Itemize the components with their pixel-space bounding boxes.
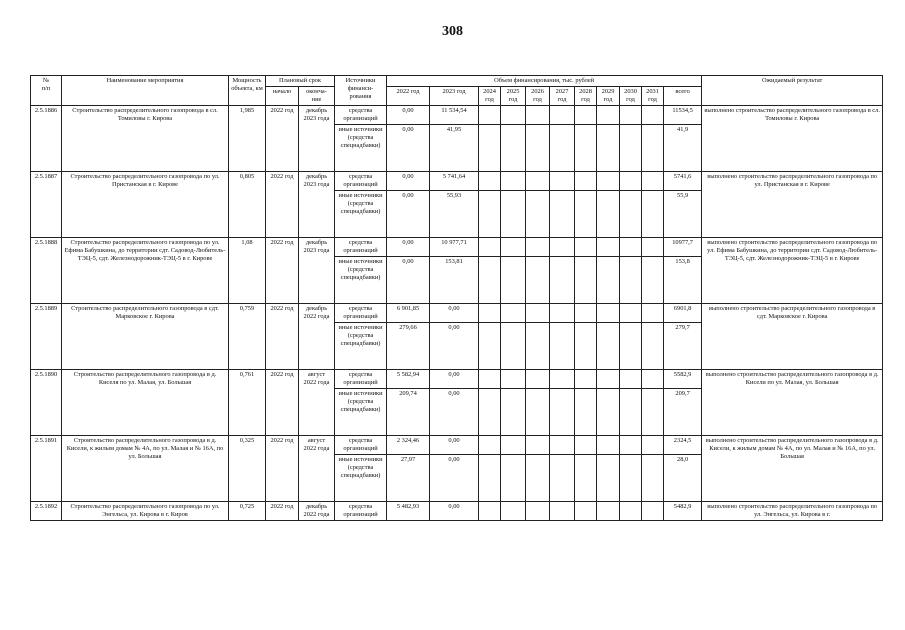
header-year: 2030 год xyxy=(620,87,642,106)
row-value-empty xyxy=(575,389,597,436)
row-value-empty xyxy=(620,191,642,238)
row-value-empty xyxy=(526,125,550,172)
row-value-2023: 0,00 xyxy=(430,436,479,455)
header-year: 2025 год xyxy=(501,87,526,106)
row-value-2022: 0,00 xyxy=(387,257,430,304)
row-total: 5741,6 xyxy=(664,172,702,191)
row-total: 41,9 xyxy=(664,125,702,172)
header-year: 2027 год xyxy=(550,87,575,106)
row-value-empty xyxy=(501,106,526,125)
row-value-empty xyxy=(575,436,597,455)
row-value-2022: 27,97 xyxy=(387,455,430,502)
row-value-empty xyxy=(479,389,501,436)
row-total: 153,8 xyxy=(664,257,702,304)
row-value-2023: 5 741,64 xyxy=(430,172,479,191)
page-number: 308 xyxy=(442,24,463,39)
row-value-empty xyxy=(642,323,664,370)
header-planned-period: Плановый срок xyxy=(266,76,335,87)
row-value-empty xyxy=(642,304,664,323)
row-name: Строительство распределительного газопровода в д. Киселя по ул. Малая, ул. Большая xyxy=(62,370,229,436)
row-total: 5582,9 xyxy=(664,370,702,389)
row-value-empty xyxy=(597,304,620,323)
row-source: средства организаций xyxy=(335,304,387,323)
row-value-empty xyxy=(526,455,550,502)
row-value-empty xyxy=(620,304,642,323)
row-capacity: 1,08 xyxy=(229,238,266,304)
row-source: иные источники (средства спецнадбавки) xyxy=(335,257,387,304)
row-source: средства организаций xyxy=(335,238,387,257)
row-value-empty xyxy=(501,323,526,370)
row-start: 2022 год xyxy=(266,436,299,502)
header-result: Ожидаемый результат xyxy=(702,76,883,106)
row-value-empty xyxy=(550,455,575,502)
row-value-empty xyxy=(501,257,526,304)
row-value-empty xyxy=(479,455,501,502)
row-value-empty xyxy=(501,389,526,436)
row-value-empty xyxy=(642,238,664,257)
row-value-2022: 6 901,85 xyxy=(387,304,430,323)
header-funding-volume: Объем финансирования, тыс. рублей xyxy=(387,76,702,87)
row-value-2023: 41,95 xyxy=(430,125,479,172)
row-name: Строительство распределительного газопровода в сл. Томиловы г. Кирова xyxy=(62,106,229,172)
row-name: Строительство распределительного газопровода по ул. Энгельса, ул. Кирова в г. Киров xyxy=(62,502,229,521)
row-end: декабрь 2022 года xyxy=(299,502,335,521)
row-value-empty xyxy=(479,370,501,389)
row-value-empty xyxy=(526,436,550,455)
header-year: 2024 год xyxy=(479,87,501,106)
row-value-2023: 0,00 xyxy=(430,304,479,323)
row-value-empty xyxy=(526,502,550,521)
row-value-2023: 0,00 xyxy=(430,323,479,370)
row-capacity: 1,985 xyxy=(229,106,266,172)
row-capacity: 0,761 xyxy=(229,370,266,436)
row-value-empty xyxy=(479,191,501,238)
row-value-2022: 209,74 xyxy=(387,389,430,436)
row-value-empty xyxy=(620,455,642,502)
row-capacity: 0,725 xyxy=(229,502,266,521)
row-source: иные источники (средства спецнадбавки) xyxy=(335,389,387,436)
header-num: № п/п xyxy=(31,76,62,106)
row-start: 2022 год xyxy=(266,304,299,370)
row-value-empty xyxy=(575,238,597,257)
row-result: выполнено строительство распределительного газопровода в сдт. Марковское г. Кирова xyxy=(702,304,883,370)
row-value-2022: 0,00 xyxy=(387,191,430,238)
row-value-empty xyxy=(501,125,526,172)
row-value-empty xyxy=(597,125,620,172)
row-value-empty xyxy=(550,238,575,257)
row-value-2023: 0,00 xyxy=(430,502,479,521)
row-value-empty xyxy=(597,172,620,191)
row-value-empty xyxy=(620,172,642,191)
row-source: средства организаций xyxy=(335,502,387,521)
table-row xyxy=(31,436,883,455)
row-start: 2022 год xyxy=(266,502,299,521)
row-value-empty xyxy=(642,502,664,521)
row-value-2022: 5 582,94 xyxy=(387,370,430,389)
row-value-empty xyxy=(479,323,501,370)
table-row xyxy=(31,238,883,257)
row-result: выполнено строительство распределительного газопровода в сл. Томиловы г. Кирова xyxy=(702,106,883,172)
row-name: Строительство распределительного газопровода по ул. Пристанская в г. Кирове xyxy=(62,172,229,238)
row-value-empty xyxy=(642,257,664,304)
row-value-empty xyxy=(642,172,664,191)
row-value-2023: 11 534,54 xyxy=(430,106,479,125)
row-result: выполнено строительство распределительного газопровода в д. Кисели, к жилым домам № 4А, по ул. Малая и № 16А, по ул. Большая xyxy=(702,436,883,502)
header-year: 2022 год xyxy=(387,87,430,106)
row-value-empty xyxy=(597,191,620,238)
row-total: 2324,5 xyxy=(664,436,702,455)
header-sources: Источники финанси- рования xyxy=(335,76,387,106)
table-body xyxy=(31,106,883,521)
row-total: 11534,5 xyxy=(664,106,702,125)
row-value-2023: 55,93 xyxy=(430,191,479,238)
row-value-empty xyxy=(620,257,642,304)
row-value-empty xyxy=(575,323,597,370)
row-value-empty xyxy=(642,389,664,436)
row-total: 28,0 xyxy=(664,455,702,502)
row-value-empty xyxy=(479,257,501,304)
row-value-empty xyxy=(620,238,642,257)
row-num: 2.5.1892 xyxy=(31,502,62,521)
header-capacity: Мощность объекта, км xyxy=(229,76,266,106)
row-value-empty xyxy=(575,257,597,304)
row-value-empty xyxy=(479,304,501,323)
header-year: 2026 год xyxy=(526,87,550,106)
row-value-empty xyxy=(550,389,575,436)
row-start: 2022 год xyxy=(266,106,299,172)
row-value-empty xyxy=(550,502,575,521)
row-value-empty xyxy=(550,191,575,238)
row-num: 2.5.1888 xyxy=(31,238,62,304)
row-num: 2.5.1891 xyxy=(31,436,62,502)
row-value-empty xyxy=(501,304,526,323)
row-value-empty xyxy=(479,436,501,455)
row-value-empty xyxy=(526,304,550,323)
row-value-empty xyxy=(479,238,501,257)
row-value-empty xyxy=(526,389,550,436)
row-value-empty xyxy=(479,106,501,125)
row-capacity: 0,325 xyxy=(229,436,266,502)
row-value-empty xyxy=(575,125,597,172)
row-end: август 2022 года xyxy=(299,436,335,502)
row-value-empty xyxy=(597,238,620,257)
row-source: средства организаций xyxy=(335,106,387,125)
row-source: иные источники (средства спецнадбавки) xyxy=(335,455,387,502)
row-value-empty xyxy=(620,106,642,125)
row-value-empty xyxy=(575,370,597,389)
row-value-empty xyxy=(597,257,620,304)
row-name: Строительство распределительного газопровода в сдт. Марковское г. Кирова xyxy=(62,304,229,370)
row-total: 209,7 xyxy=(664,389,702,436)
row-result: выполнено строительство распределительного газопровода по ул. Энгельса, ул. Кирова в г. xyxy=(702,502,883,521)
row-value-2022: 5 482,93 xyxy=(387,502,430,521)
row-value-empty xyxy=(479,502,501,521)
row-result: выполнено строительство распределительного газопровода по ул. Пристанская в г. Кирове xyxy=(702,172,883,238)
row-value-2023: 0,00 xyxy=(430,370,479,389)
row-value-empty xyxy=(550,172,575,191)
row-value-empty xyxy=(550,370,575,389)
row-total: 55,9 xyxy=(664,191,702,238)
row-value-empty xyxy=(550,106,575,125)
row-value-empty xyxy=(501,436,526,455)
row-value-empty xyxy=(597,370,620,389)
row-source: иные источники (средства спецнадбавки) xyxy=(335,323,387,370)
row-source: средства организаций xyxy=(335,172,387,191)
row-total: 279,7 xyxy=(664,323,702,370)
row-value-empty xyxy=(620,436,642,455)
row-value-2023: 10 977,71 xyxy=(430,238,479,257)
header-total: всего xyxy=(664,87,702,106)
row-source: иные источники (средства спецнадбавки) xyxy=(335,191,387,238)
row-value-empty xyxy=(526,257,550,304)
row-value-empty xyxy=(550,304,575,323)
row-result: выполнено строительство распределительного газопровода в д. Кисели по ул. Малая, ул. Большая xyxy=(702,370,883,436)
row-value-empty xyxy=(642,436,664,455)
row-value-empty xyxy=(642,370,664,389)
table-header xyxy=(31,76,883,106)
table-row xyxy=(31,106,883,125)
row-value-empty xyxy=(620,323,642,370)
row-value-2023: 0,00 xyxy=(430,389,479,436)
row-value-empty xyxy=(642,191,664,238)
row-value-empty xyxy=(501,238,526,257)
row-num: 2.5.1887 xyxy=(31,172,62,238)
row-value-empty xyxy=(550,257,575,304)
row-value-2022: 0,00 xyxy=(387,238,430,257)
row-value-empty xyxy=(597,455,620,502)
row-value-empty xyxy=(550,436,575,455)
row-source: средства организаций xyxy=(335,436,387,455)
row-start: 2022 год xyxy=(266,172,299,238)
row-value-empty xyxy=(642,455,664,502)
row-value-2022: 2 324,46 xyxy=(387,436,430,455)
row-end: декабрь 2023 года xyxy=(299,172,335,238)
row-value-empty xyxy=(575,455,597,502)
row-source: средства организаций xyxy=(335,370,387,389)
row-value-2022: 0,00 xyxy=(387,125,430,172)
row-value-empty xyxy=(597,323,620,370)
row-value-empty xyxy=(501,172,526,191)
row-end: декабрь 2023 года xyxy=(299,106,335,172)
row-name: Строительство распределительного газопровода по ул. Ефима Бабушкина, до территории сдт. Садовод-Любитель-ТЭЦ-5, сдт. Железнодорожник-ТЭЦ-5 в г. Кирове xyxy=(62,238,229,304)
row-value-empty xyxy=(642,125,664,172)
row-value-empty xyxy=(620,370,642,389)
header-start: начало xyxy=(266,87,299,106)
row-value-empty xyxy=(526,172,550,191)
row-total: 5482,9 xyxy=(664,502,702,521)
row-source: иные источники (средства спецнадбавки) xyxy=(335,125,387,172)
row-start: 2022 год xyxy=(266,370,299,436)
row-total: 10977,7 xyxy=(664,238,702,257)
row-value-empty xyxy=(550,323,575,370)
row-value-empty xyxy=(575,106,597,125)
row-value-2023: 0,00 xyxy=(430,455,479,502)
row-value-empty xyxy=(501,502,526,521)
header-year: 2028 год xyxy=(575,87,597,106)
header-end: оконча- ние xyxy=(299,87,335,106)
table-row xyxy=(31,172,883,191)
row-value-empty xyxy=(575,191,597,238)
row-num: 2.5.1890 xyxy=(31,370,62,436)
row-value-empty xyxy=(597,436,620,455)
header-year: 2029 год xyxy=(597,87,620,106)
row-value-empty xyxy=(597,502,620,521)
row-value-empty xyxy=(620,125,642,172)
row-value-empty xyxy=(642,106,664,125)
funding-table xyxy=(30,75,883,521)
row-value-empty xyxy=(501,191,526,238)
row-name: Строительство распределительного газопровода в д. Кисели, к жилым домам № 4А, по ул. Малая и № 16А, по ул. Большая xyxy=(62,436,229,502)
row-value-empty xyxy=(501,370,526,389)
row-total: 6901,8 xyxy=(664,304,702,323)
row-value-empty xyxy=(479,172,501,191)
row-value-2023: 153,81 xyxy=(430,257,479,304)
row-num: 2.5.1889 xyxy=(31,304,62,370)
header-year: 2031 год xyxy=(642,87,664,106)
row-value-empty xyxy=(575,502,597,521)
row-value-2022: 279,66 xyxy=(387,323,430,370)
row-value-empty xyxy=(526,323,550,370)
row-capacity: 0,805 xyxy=(229,172,266,238)
row-start: 2022 год xyxy=(266,238,299,304)
row-value-2022: 0,00 xyxy=(387,172,430,191)
table-row xyxy=(31,502,883,521)
row-end: декабрь 2022 года xyxy=(299,304,335,370)
row-end: декабрь 2023 года xyxy=(299,238,335,304)
header-year: 2023 год xyxy=(430,87,479,106)
row-value-empty xyxy=(597,106,620,125)
row-value-empty xyxy=(620,502,642,521)
row-value-empty xyxy=(526,191,550,238)
header-name: Наименование мероприятия xyxy=(62,76,229,106)
row-value-empty xyxy=(597,389,620,436)
row-value-2022: 0,00 xyxy=(387,106,430,125)
row-value-empty xyxy=(526,238,550,257)
row-value-empty xyxy=(620,389,642,436)
row-end: август 2022 года xyxy=(299,370,335,436)
row-value-empty xyxy=(575,304,597,323)
row-value-empty xyxy=(526,370,550,389)
row-value-empty xyxy=(479,125,501,172)
row-capacity: 0,759 xyxy=(229,304,266,370)
table-row xyxy=(31,370,883,389)
row-value-empty xyxy=(526,106,550,125)
row-value-empty xyxy=(501,455,526,502)
row-num: 2.5.1886 xyxy=(31,106,62,172)
row-value-empty xyxy=(550,125,575,172)
table-row xyxy=(31,304,883,323)
row-result: выполнено строительство распределительного газопровода по ул. Ефима Бабушкина, до территории сдт. Садовод-Любитель-ТЭЦ-5, сдт. Железнодорожник-ТЭЦ-5 в г. Кирове xyxy=(702,238,883,304)
row-value-empty xyxy=(575,172,597,191)
